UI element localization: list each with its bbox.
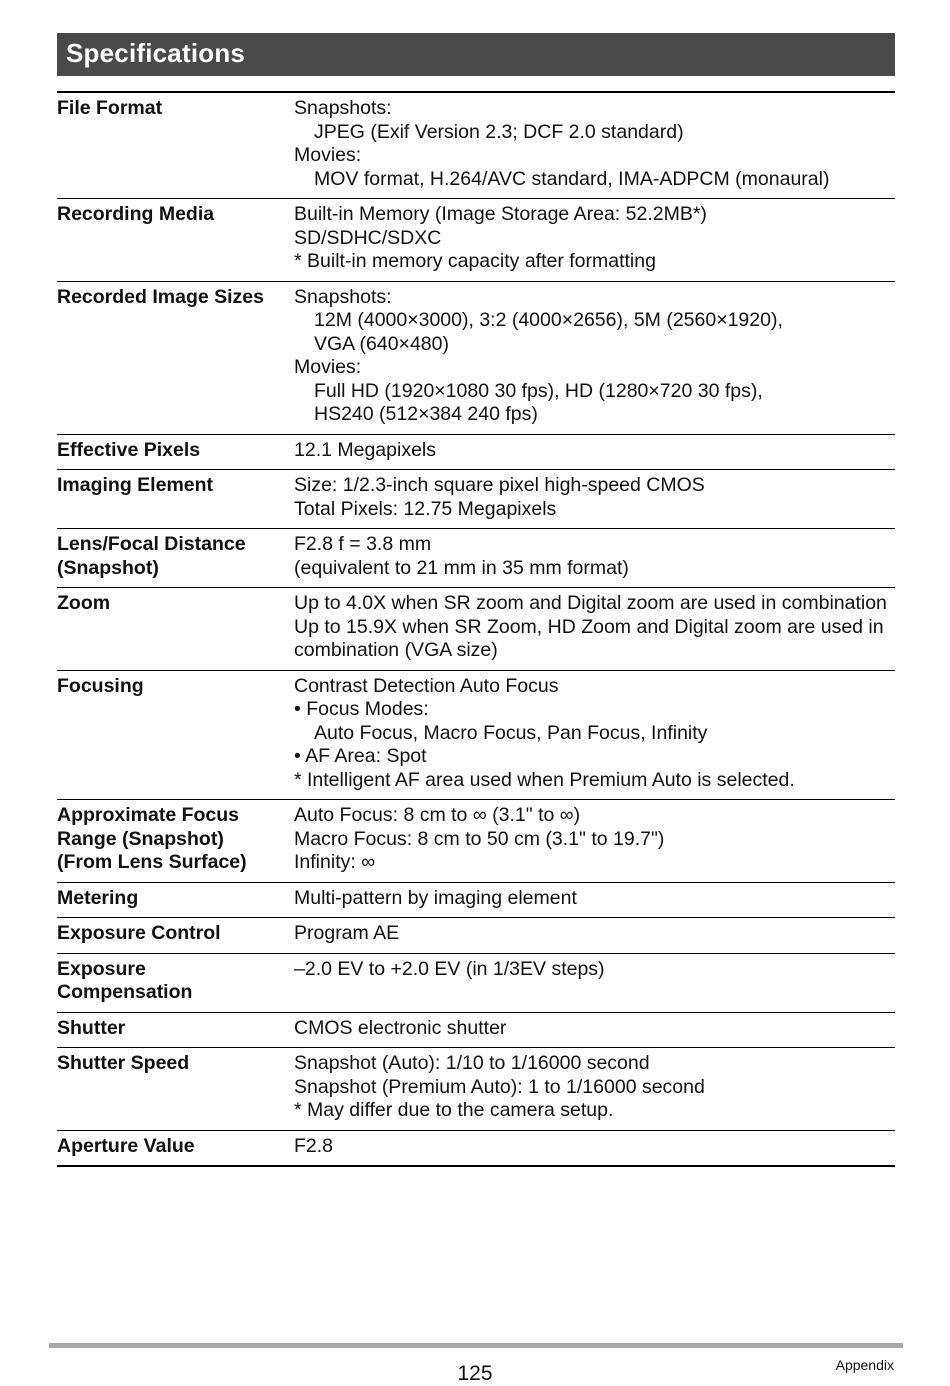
spec-label [57,918,294,954]
spec-value [294,1012,895,1048]
spec-value-line: Macro Focus: 8 cm to 50 cm (3.1" to 19.7") [294,827,665,850]
spec-value-line: F2.8 f = 3.8 mm [294,533,432,555]
spec-value-line: Up to 15.9X when SR Zoom, HD Zoom and Digital zoom are used in combination (VGA size) [294,615,884,661]
spec-row [57,800,895,883]
spec-value-line: Program AE [294,922,400,944]
spec-value-line: * May differ due to the camera setup. [294,1099,614,1121]
spec-row [57,470,895,529]
spec-value [294,92,895,199]
specifications-table-body [57,92,895,1166]
spec-label-line: Approximate Focus [57,804,240,826]
spec-value-line: F2.8 [294,1134,334,1157]
spec-label [57,1130,294,1166]
spec-row [57,882,895,918]
spec-label-line: File Format [57,97,163,119]
spec-row [57,92,895,199]
section-title-bar [57,33,895,76]
spec-label [57,529,294,588]
spec-row [57,529,895,588]
spec-label-line: Imaging Element [57,474,214,496]
spec-value-line: Auto Focus: 8 cm to ∞ (3.1" to ∞) [294,804,581,826]
spec-label-line: Zoom [57,592,111,614]
spec-label [57,1048,294,1131]
spec-row [57,1130,895,1166]
spec-label-line: Focusing [57,674,144,697]
spec-value [294,918,895,954]
spec-label-line: Effective Pixels [57,438,201,461]
spec-value-line: Movies: [294,144,362,166]
spec-value-line: –2.0 EV to +2.0 EV (in 1/3EV steps) [294,957,605,980]
spec-label-line: Compensation [57,981,193,1003]
spec-label-line: Exposure Control [57,922,221,944]
spec-value [294,199,895,282]
spec-value [294,953,895,1012]
spec-label [57,434,294,470]
spec-value-line: Snapshots: [294,97,392,119]
spec-label [57,670,294,800]
spec-value-line: SD/SDHC/SDXC [294,226,442,249]
spec-value [294,529,895,588]
spec-row [57,953,895,1012]
spec-value-line: Size: 1/2.3-inch square pixel high-speed CMOS [294,474,705,496]
spec-row [57,918,895,954]
spec-value-line: * Built-in memory capacity after formatting [294,250,656,272]
spec-value-line: 12M (4000×3000), 3:2 (4000×2656), 5M (2560×1920), [314,309,783,331]
spec-value-line: Built-in Memory (Image Storage Area: 52.2MB*) [294,203,707,225]
footer-divider [49,1343,903,1348]
specifications-table [57,91,895,1167]
spec-label [57,882,294,918]
spec-row [57,1048,895,1131]
spec-label-line: Aperture Value [57,1134,195,1157]
spec-label [57,199,294,282]
section-name: Appendix [835,1357,894,1373]
spec-label-line: Recording Media [57,203,215,225]
spec-value [294,1048,895,1131]
spec-value-line: Snapshots: [294,285,392,308]
spec-label-line: (Snapshot) [57,556,159,579]
spec-value [294,800,895,883]
spec-label [57,92,294,199]
spec-value-line: CMOS electronic shutter [294,1016,507,1039]
page-number: 125 [457,1362,493,1385]
spec-label-line: Shutter Speed [57,1052,190,1074]
spec-row [57,1012,895,1048]
spec-label [57,588,294,671]
spec-label-line: (From Lens Surface) [57,851,247,873]
spec-value-line: Contrast Detection Auto Focus [294,674,559,697]
spec-label-line: Lens/Focal Distance [57,533,246,555]
spec-label-line: Recorded Image Sizes [57,285,264,308]
spec-value-line: Total Pixels: 12.75 Megapixels [294,497,557,520]
spec-value [294,882,895,918]
spec-label-line: Shutter [57,1016,126,1039]
spec-row [57,588,895,671]
spec-label-line: Range (Snapshot) [57,827,224,850]
spec-value [294,281,895,434]
spec-label [57,953,294,1012]
spec-value-line: Snapshot (Premium Auto): 1 to 1/16000 second [294,1075,705,1098]
spec-label-line: Metering [57,886,139,909]
spec-value-line: MOV format, H.264/AVC standard, IMA-ADPCM (monaural) [314,167,830,190]
spec-value [294,470,895,529]
spec-value-line: HS240 (512×384 240 fps) [314,403,538,425]
spec-label [57,800,294,883]
spec-value [294,670,895,800]
spec-value-line: Infinity: ∞ [294,851,376,873]
spec-value-line: Full HD (1920×1080 30 fps), HD (1280×720 30 fps), [314,379,763,402]
spec-value [294,1130,895,1166]
spec-value-line: Snapshot (Auto): 1/10 to 1/16000 second [294,1052,650,1074]
spec-value-line: 12.1 Megapixels [294,438,437,461]
spec-label-line: Exposure [57,957,146,980]
spec-row [57,434,895,470]
spec-row [57,199,895,282]
spec-value-line: * Intelligent AF area used when Premium Auto is selected. [294,768,795,791]
spec-value-line: • AF Area: Spot [294,745,427,767]
spec-value [294,434,895,470]
spec-value-line: Multi-pattern by imaging element [294,886,577,909]
spec-label [57,470,294,529]
spec-value [294,588,895,671]
spec-value-line: VGA (640×480) [314,332,449,355]
spec-value-line: JPEG (Exif Version 2.3; DCF 2.0 standard) [314,120,684,143]
spec-label [57,1012,294,1048]
spec-value-line: (equivalent to 21 mm in 35 mm format) [294,556,629,579]
spec-value-line: Auto Focus, Macro Focus, Pan Focus, Infinity [314,721,708,744]
spec-value-line: Movies: [294,356,362,378]
spec-label [57,281,294,434]
spec-row [57,670,895,800]
page-title: Specifications [66,38,246,68]
spec-value-line: Up to 4.0X when SR zoom and Digital zoom are used in combination [294,592,887,614]
spec-row [57,281,895,434]
spec-value-line: • Focus Modes: [294,698,429,720]
